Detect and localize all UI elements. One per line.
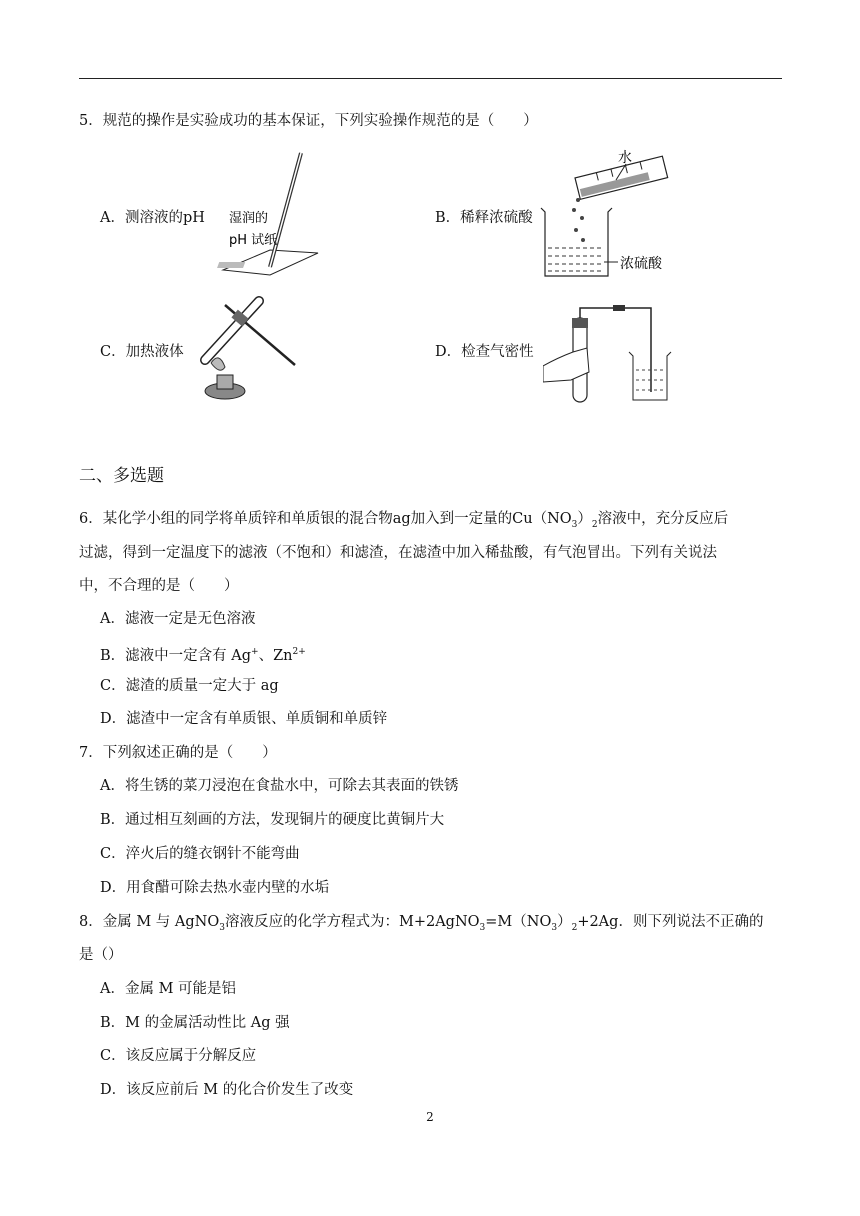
q6-option-c: C．滤渣的质量一定大于 ag [100,678,279,694]
q5-option-a: A．测溶液的pH [100,210,205,226]
q6-option-a: A．滤液一定是无色溶液 [100,611,256,627]
q8-stem-line1: 8．金属 M 与 AgNO$_3$溶液反应的化学方程式为：$M+2AgNO_3=M(NO_3)_2+2Ag$．则下列说法不正确的 [79,914,764,933]
q7-option-d: D．用食醋可除去热水壶内壁的水垢 [100,880,330,896]
q5-option-b: B．稀释浓硫酸 [435,210,533,226]
airtightness-figure [543,300,673,405]
q6-stem-line1: 6．某化学小组的同学将单质锌和单质银的混合物ag加入到一定量的$Cu(NO_3)_2$溶液中，充分反应后 [79,511,729,530]
water-label: 水 [618,150,632,166]
q6-stem-line3: 中，不合理的是（ ） [79,578,239,594]
q5-stem: 5．规范的操作是实验成功的基本保证，下列实验操作规范的是（ ） [79,113,538,129]
q7-stem: 7．下列叙述正确的是（ ） [79,745,277,761]
header-rule [79,78,782,79]
ph-label-wet: 湿润的 [229,211,269,226]
q8-option-d: D．该反应前后 M 的化合价发生了改变 [100,1082,354,1098]
q8-stem-line2: 是（） [79,947,123,963]
q8-option-a: A．金属 M 可能是铝 [100,981,237,997]
q8-option-c: C．该反应属于分解反应 [100,1048,257,1064]
page-number: 2 [426,1110,434,1124]
q7-option-b: B．通过相互刻画的方法，发现铜片的硬度比黄铜片大 [100,812,445,828]
acid-label: 浓硫酸 [620,256,662,272]
heating-liquid-figure [195,295,305,405]
q6-option-d: D．滤渣中一定含有单质银、单质铜和单质锌 [100,711,388,727]
q8-option-b: B．M 的金属活动性比 Ag 强 [100,1015,290,1031]
q5-option-d: D．检查气密性 [435,344,534,360]
q5-option-c: C．加热液体 [100,344,184,360]
ph-label-paper: pH 试纸 [229,233,278,248]
q7-option-c: C．淬火后的缝衣钢针不能弯曲 [100,846,300,862]
dilute-acid-figure [538,148,678,283]
section-title: 二、多选题 [79,466,164,486]
ph-test-figure [215,150,325,280]
q6-option-b: B．滤液中一定含有 Ag+、$Zn^{2+}$ [100,647,306,664]
q6-stem-line2: 过滤，得到一定温度下的滤液（不饱和）和滤渣，在滤渣中加入稀盐酸，有气泡冒出。下列有关说法 [79,545,717,561]
q7-option-a: A．将生锈的菜刀浸泡在食盐水中，可除去其表面的铁锈 [100,778,459,794]
